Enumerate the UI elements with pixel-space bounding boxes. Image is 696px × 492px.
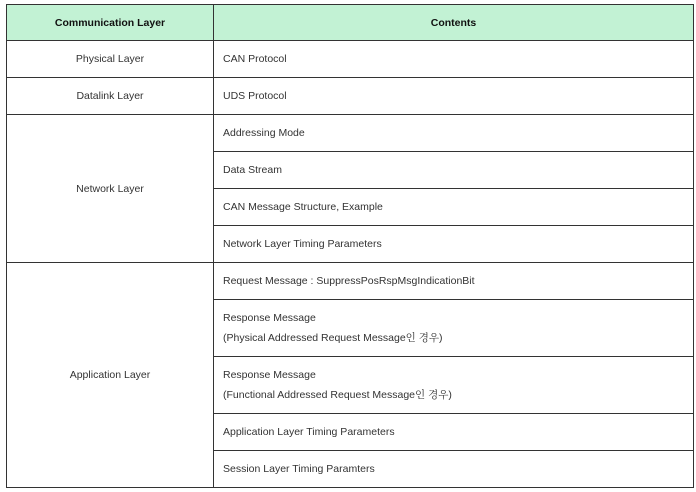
- content-line: CAN Protocol: [223, 53, 287, 65]
- content-line: (Functional Addressed Request Message인 경우): [223, 389, 452, 401]
- content-line: Network Layer Timing Parameters: [223, 238, 382, 250]
- content-cell: [214, 152, 694, 189]
- table-row: [7, 78, 694, 115]
- content-line: Request Message : SuppressPosRspMsgIndicationBit: [223, 275, 475, 287]
- layer-cell-network: Network Layer: [7, 115, 214, 263]
- content-cell: [214, 226, 694, 263]
- table-header-row: [7, 5, 694, 41]
- content-cell: [214, 41, 694, 78]
- layer-cell-application: Application Layer: [7, 263, 214, 488]
- table-row: [7, 41, 694, 78]
- content-line: Session Layer Timing Paramters: [223, 463, 375, 475]
- content-line: (Physical Addressed Request Message인 경우): [223, 332, 443, 344]
- content-cell: [214, 78, 694, 115]
- content-line: Response Message: [223, 312, 316, 324]
- content-cell: [214, 300, 694, 357]
- content-line: Application Layer Timing Parameters: [223, 426, 395, 438]
- header-communication-layer: Communication Layer: [7, 5, 214, 41]
- content-cell: [214, 451, 694, 488]
- content-line: UDS Protocol: [223, 90, 287, 102]
- layer-cell-physical: Physical Layer: [7, 41, 214, 78]
- content-line: Addressing Mode: [223, 127, 305, 139]
- header-contents: Contents: [214, 5, 694, 41]
- content-line: Response Message: [223, 369, 316, 381]
- content-line: Data Stream: [223, 164, 282, 176]
- table-row: [7, 115, 694, 152]
- layer-contents-table: [6, 4, 694, 488]
- content-cell: [214, 115, 694, 152]
- content-cell: [214, 414, 694, 451]
- layer-cell-datalink: Datalink Layer: [7, 78, 214, 115]
- layer-contents-table-container: [6, 4, 694, 488]
- content-cell: [214, 357, 694, 414]
- content-cell: [214, 263, 694, 300]
- content-line: CAN Message Structure, Example: [223, 201, 383, 213]
- content-cell: [214, 189, 694, 226]
- table-row: [7, 263, 694, 300]
